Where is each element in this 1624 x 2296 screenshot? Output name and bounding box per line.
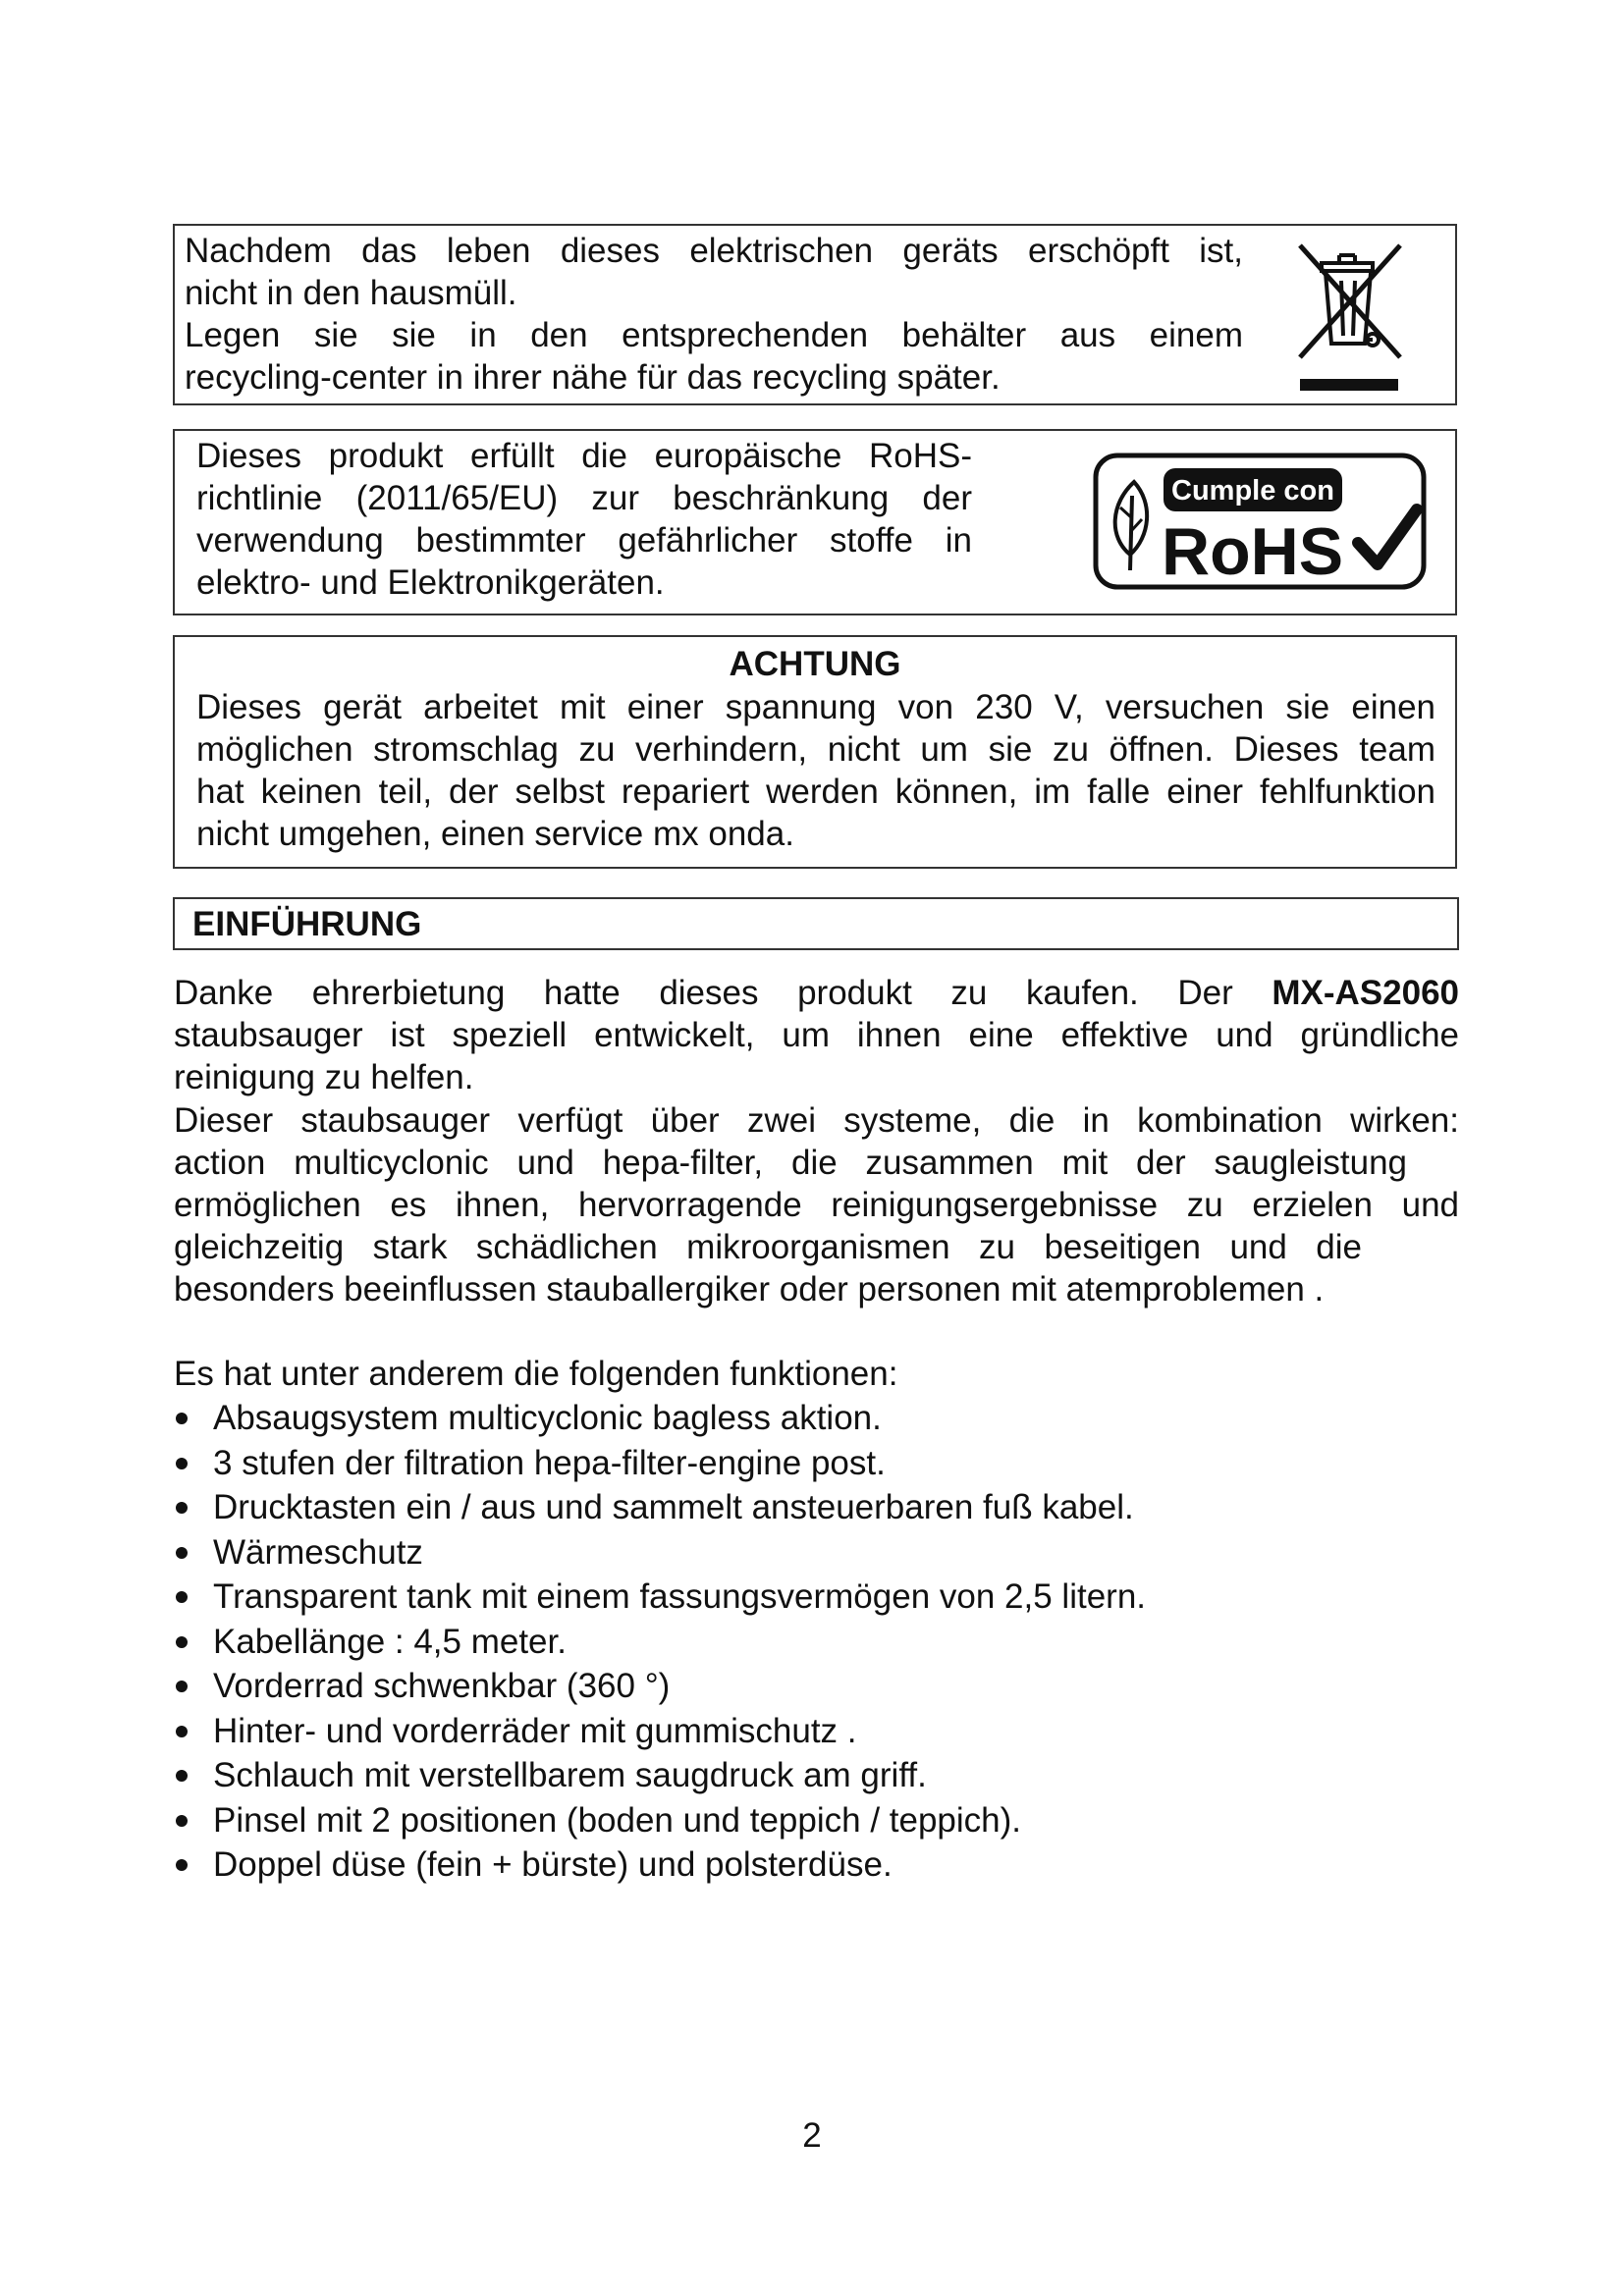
rohs-line-4: elektro- und Elektronikgeräten. bbox=[196, 563, 665, 602]
list-item-text: Doppel düse (fein + bürste) und polsterdüse. bbox=[213, 1845, 893, 1884]
page-number: 2 bbox=[802, 2116, 822, 2155]
intro-heading: EINFÜHRUNG bbox=[192, 905, 422, 943]
list-item-text: Hinter- und vorderräder mit gummischutz . bbox=[213, 1711, 857, 1750]
recycling-notice-box bbox=[173, 224, 1457, 405]
recycling-line-3: Legen sie sie in den entsprechenden behälter aus einem bbox=[185, 316, 1243, 354]
bullet-icon bbox=[176, 1413, 188, 1424]
intro-p2-line-4: gleichzeitig stark schädlichen mikroorganismen zu beseitigen und die bbox=[174, 1228, 1362, 1266]
list-item bbox=[174, 1620, 1146, 1665]
bullet-icon bbox=[176, 1770, 188, 1782]
rohs-logo-top-text: Cumple con bbox=[1171, 475, 1334, 507]
rohs-line-1: Dieses produkt erfüllt die europäische RoHS- bbox=[196, 437, 972, 475]
list-item-text: Schlauch mit verstellbarem saugdruck am griff. bbox=[213, 1756, 927, 1794]
list-item-text: Pinsel mit 2 positionen (boden und teppich / teppich). bbox=[213, 1800, 1022, 1840]
warning-line-4: nicht umgehen, einen service mx onda. bbox=[196, 815, 794, 853]
rohs-notice-box bbox=[173, 429, 1457, 615]
rohs-line-2: richtlinie (2011/65/EU) zur beschränkung der bbox=[196, 479, 972, 517]
bullet-icon bbox=[176, 1859, 188, 1871]
intro-p1-line-3: reinigung zu helfen. bbox=[174, 1058, 474, 1096]
bullet-icon bbox=[176, 1502, 188, 1514]
list-item bbox=[174, 1709, 1146, 1754]
list-item-text: Transparent tank mit einem fassungsvermögen von 2,5 litern. bbox=[213, 1577, 1147, 1616]
warning-line-2: möglichen stromschlag zu verhindern, nicht um sie zu öffnen. Dieses team bbox=[196, 730, 1435, 769]
recycling-line-1: Nachdem das leben dieses elektrischen geräts erschöpft ist, bbox=[185, 232, 1243, 270]
crossed-out-bin-icon bbox=[1282, 234, 1420, 391]
recycling-line-4: recycling-center in ihrer nähe für das recycling später. bbox=[185, 358, 1001, 397]
intro-p1-line-1 bbox=[174, 972, 1459, 1014]
list-item bbox=[174, 1530, 1146, 1575]
rohs-line-3: verwendung bestimmter gefährlicher stoffe in bbox=[196, 521, 972, 560]
list-item bbox=[174, 1753, 1146, 1798]
intro-p1-line-1-text: Danke ehrerbietung hatte dieses produkt zu kaufen. Der bbox=[174, 974, 1272, 1012]
bullet-icon bbox=[176, 1681, 188, 1692]
recycling-notice-text bbox=[185, 230, 1243, 399]
intro-p2-line-3: ermöglichen es ihnen, hervorragende reinigungsergebnisse zu erzielen und bbox=[174, 1186, 1459, 1224]
recycling-line-2: nicht in den hausmüll. bbox=[185, 274, 517, 312]
list-item bbox=[174, 1842, 1146, 1888]
bullet-icon bbox=[176, 1458, 188, 1469]
intro-paragraph-1 bbox=[174, 972, 1459, 1098]
intro-paragraph-2 bbox=[174, 1099, 1459, 1310]
warning-title: ACHTUNG bbox=[729, 645, 901, 683]
intro-p1-line-2: staubsauger ist speziell entwickelt, um ihnen eine effektive und gründliche bbox=[174, 1016, 1459, 1054]
rohs-compliance-logo bbox=[1093, 453, 1427, 590]
list-item-text: 3 stufen der filtration hepa-filter-engine post. bbox=[213, 1443, 886, 1482]
intro-p2-line-5: besonders beeinflussen stauballergiker oder personen mit atemproblemen . bbox=[174, 1270, 1325, 1308]
bullet-icon bbox=[176, 1591, 188, 1603]
warning-line-3: hat keinen teil, der selbst repariert werden können, im falle einer fehlfunktion bbox=[196, 773, 1435, 811]
intro-p2-line-2: action multicyclonic und hepa-filter, die zusammen mit der saugleistung bbox=[174, 1144, 1407, 1182]
intro-p2-line-1: Dieser staubsauger verfügt über zwei systeme, die in kombination wirken: bbox=[174, 1101, 1459, 1140]
list-item-text: Wärmeschutz bbox=[213, 1532, 423, 1572]
list-item bbox=[174, 1798, 1146, 1843]
list-item bbox=[174, 1441, 1146, 1486]
rohs-logo-main-text: RoHS bbox=[1162, 514, 1344, 589]
warning-box bbox=[173, 635, 1457, 869]
list-item-text: Drucktasten ein / aus und sammelt ansteuerbaren fuß kabel. bbox=[213, 1488, 1134, 1526]
rohs-notice-text bbox=[196, 435, 972, 604]
bullet-icon bbox=[176, 1636, 188, 1648]
features-lead-text: Es hat unter anderem die folgenden funktionen: bbox=[174, 1355, 898, 1393]
intro-heading-box bbox=[173, 897, 1459, 950]
list-item-text: Vorderrad schwenkbar (360 °) bbox=[213, 1667, 671, 1705]
list-item bbox=[174, 1664, 1146, 1709]
list-item bbox=[174, 1396, 1146, 1441]
bullet-icon bbox=[176, 1547, 188, 1559]
bullet-icon bbox=[176, 1726, 188, 1737]
warning-text bbox=[196, 686, 1435, 855]
list-item-text: Kabellänge : 4,5 meter. bbox=[213, 1622, 567, 1661]
list-item bbox=[174, 1575, 1146, 1620]
features-list bbox=[174, 1396, 1146, 1888]
list-item-text: Absaugsystem multicyclonic bagless aktion. bbox=[213, 1399, 882, 1437]
list-item bbox=[174, 1485, 1146, 1530]
model-number: MX-AS2060 bbox=[1272, 974, 1459, 1012]
warning-line-1: Dieses gerät arbeitet mit einer spannung von 230 V, versuchen sie einen bbox=[196, 688, 1435, 726]
bullet-icon bbox=[176, 1815, 188, 1827]
